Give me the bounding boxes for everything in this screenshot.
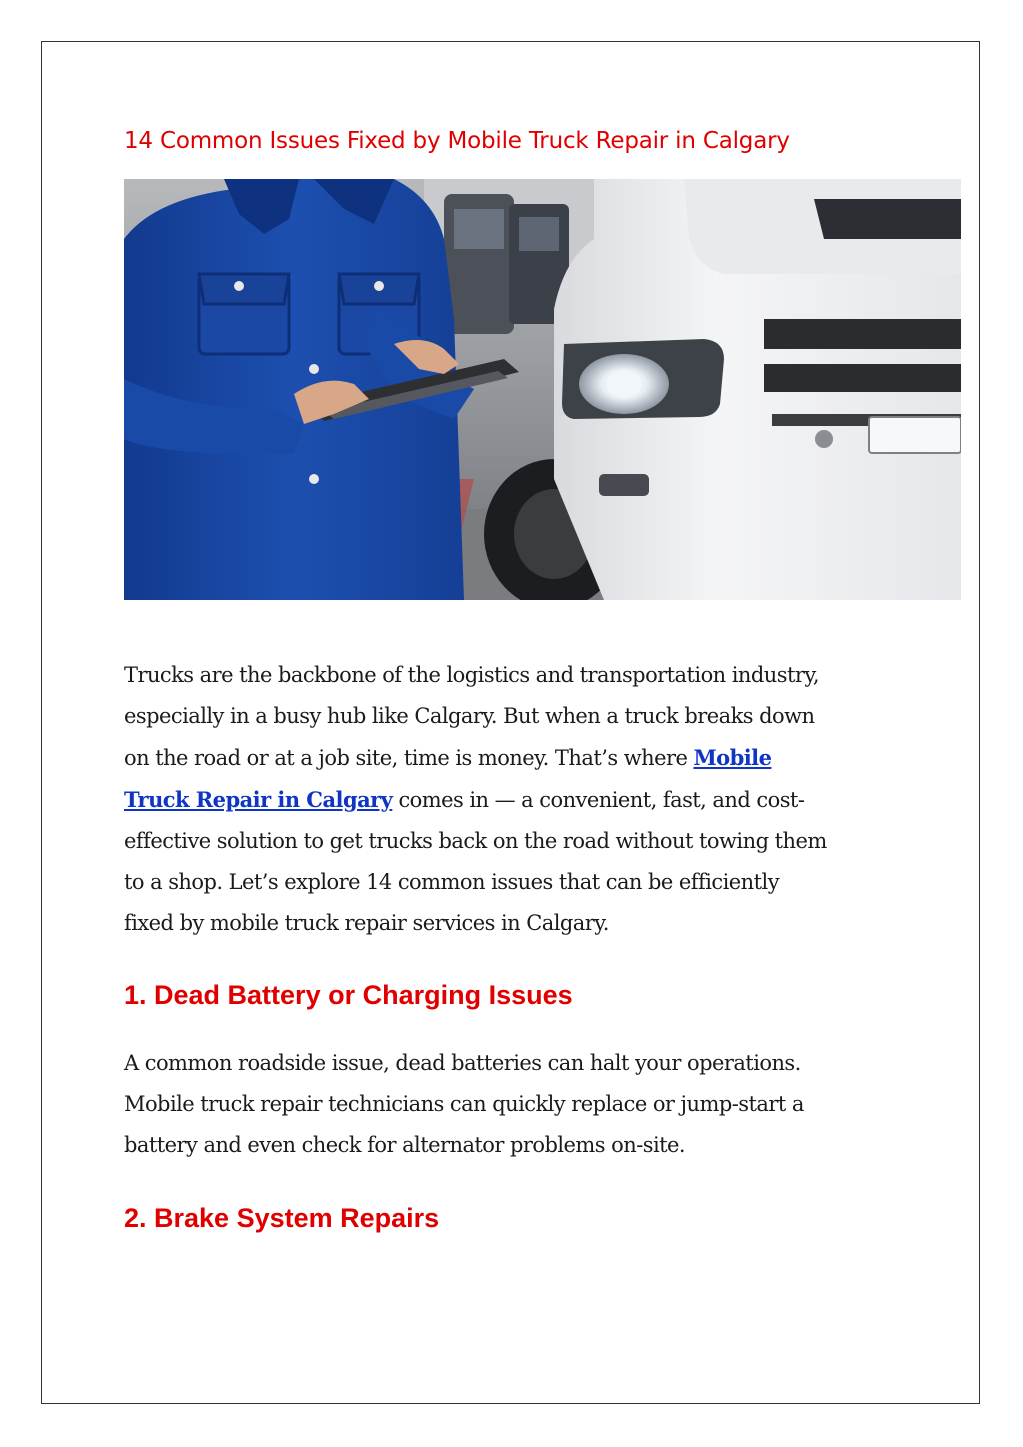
intro-line-3-text: on the road or at a job site, time is money. That’s where <box>124 746 694 770</box>
section-1-line-2: Mobile truck repair technicians can quickly replace or jump-start a <box>124 1092 804 1116</box>
section-1-body <box>124 1043 914 1166</box>
mobile-truck-repair-link-part-1[interactable]: Mobile <box>693 745 772 770</box>
section-2-heading: 2. Brake System Repairs <box>124 1203 440 1233</box>
intro-line-7: fixed by mobile truck repair services in Calgary. <box>124 911 609 935</box>
hero-image-mechanic-with-tablet-and-white-truck <box>124 179 961 600</box>
section-1-line-1: A common roadside issue, dead batteries can halt your operations. <box>124 1051 801 1075</box>
intro-line-5: effective solution to get trucks back on the road without towing them <box>124 829 827 853</box>
intro-paragraph <box>124 655 924 944</box>
intro-line-6: to a shop. Let’s explore 14 common issues that can be efficiently <box>124 870 780 894</box>
intro-line-4-text: comes in — a convenient, fast, and cost- <box>392 788 805 812</box>
mobile-truck-repair-link-part-2[interactable]: Truck Repair in Calgary <box>124 787 393 812</box>
section-1-line-3: battery and even check for alternator problems on-site. <box>124 1133 686 1157</box>
intro-line-2: especially in a busy hub like Calgary. But when a truck breaks down <box>124 704 815 728</box>
intro-line-1: Trucks are the backbone of the logistics and transportation industry, <box>124 663 820 687</box>
document-title: 14 Common Issues Fixed by Mobile Truck Repair in Calgary <box>124 128 790 154</box>
intro-line-3 <box>124 737 924 779</box>
section-1-heading: 1. Dead Battery or Charging Issues <box>124 980 573 1010</box>
intro-line-4 <box>124 779 924 821</box>
